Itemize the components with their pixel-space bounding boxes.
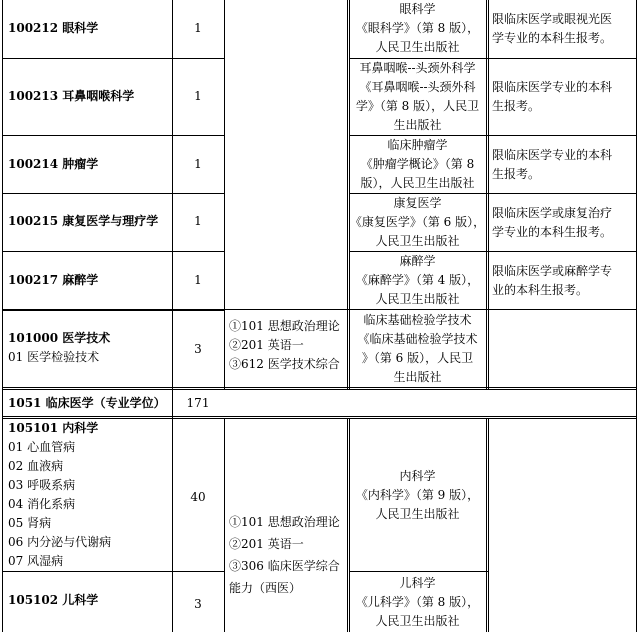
reference-book: 内科学 《内科学》（第 9 版）， 人民卫生出版社 — [355, 469, 480, 521]
remark: 限临床医学或麻醉学专 业的本科生报考。 — [492, 264, 613, 297]
enrollment-count: 3 — [194, 342, 202, 356]
major-name: 101000 医学技术 01 医学检验技术 — [8, 331, 111, 364]
enrollment-count: 1 — [194, 157, 202, 171]
reference-book: 麻醉学 《麻醉学》（第 4 版）， 人民卫生出版社 — [355, 254, 480, 306]
reference-book: 康复医学 《康复医学》（第 6 版）， 人民卫生出版社 — [349, 196, 486, 248]
enrollment-count: 1 — [194, 89, 202, 103]
exam-subjects: ①101 思想政治理论 ②201 英语一 ③612 医学技术综合 — [229, 319, 340, 371]
reference-book: 耳鼻咽喉--头颈外科学 《耳鼻咽喉--头颈外科 学》（第 8 版），人民卫 生出版社 — [355, 61, 480, 132]
major-name: 105101 内科学 01 心血管病 02 血液病 03 呼吸系病 04 消化系病 05 肾病 06 内分泌与代谢病 07 风湿病 — [8, 421, 112, 568]
enrollment-count: 171 — [186, 396, 210, 410]
enrollment-count: 1 — [194, 214, 202, 228]
enrollment-count: 3 — [194, 597, 202, 611]
reference-book: 临床肿瘤学 《肿瘤学概论》（第 8 版），人民卫生出版社 — [360, 138, 475, 190]
remark: 限临床医学专业的本科 生报考。 — [492, 148, 613, 181]
reference-book: 儿科学 《儿科学》（第 8 版）， 人民卫生出版社 — [355, 576, 480, 628]
enrollment-count: 40 — [190, 490, 206, 504]
remark: 限临床医学或康复治疗 学专业的本科生报考。 — [492, 206, 613, 239]
enrollment-count: 1 — [194, 273, 202, 287]
major-name: 105102 儿科学 — [8, 593, 99, 607]
reference-book: 临床基础检验学技术 《临床基础检验学技术 》（第 6 版），人民卫 生出版社 — [357, 313, 478, 384]
major-name: 100213 耳鼻咽喉科学 — [8, 89, 135, 103]
reference-book: 眼科学 《眼科学》（第 8 版）， 人民卫生出版社 — [355, 2, 480, 54]
major-name: 100215 康复医学与理疗学 — [8, 214, 159, 228]
major-name: 100217 麻醉学 — [8, 273, 99, 287]
exam-subjects: ①101 思想政治理论 ②201 英语一 ③306 临床医学综合 能力（西医） — [229, 515, 340, 595]
enrollment-count: 1 — [194, 21, 202, 35]
remark: 限临床医学专业的本科 生报考。 — [492, 80, 613, 113]
category-name: 1051 临床医学（专业学位） — [8, 396, 166, 410]
remark: 限临床医学或眼视光医 学专业的本科生报考。 — [492, 12, 613, 45]
major-name: 100214 肿瘤学 — [8, 157, 99, 171]
major-name: 100212 眼科学 — [8, 21, 99, 35]
